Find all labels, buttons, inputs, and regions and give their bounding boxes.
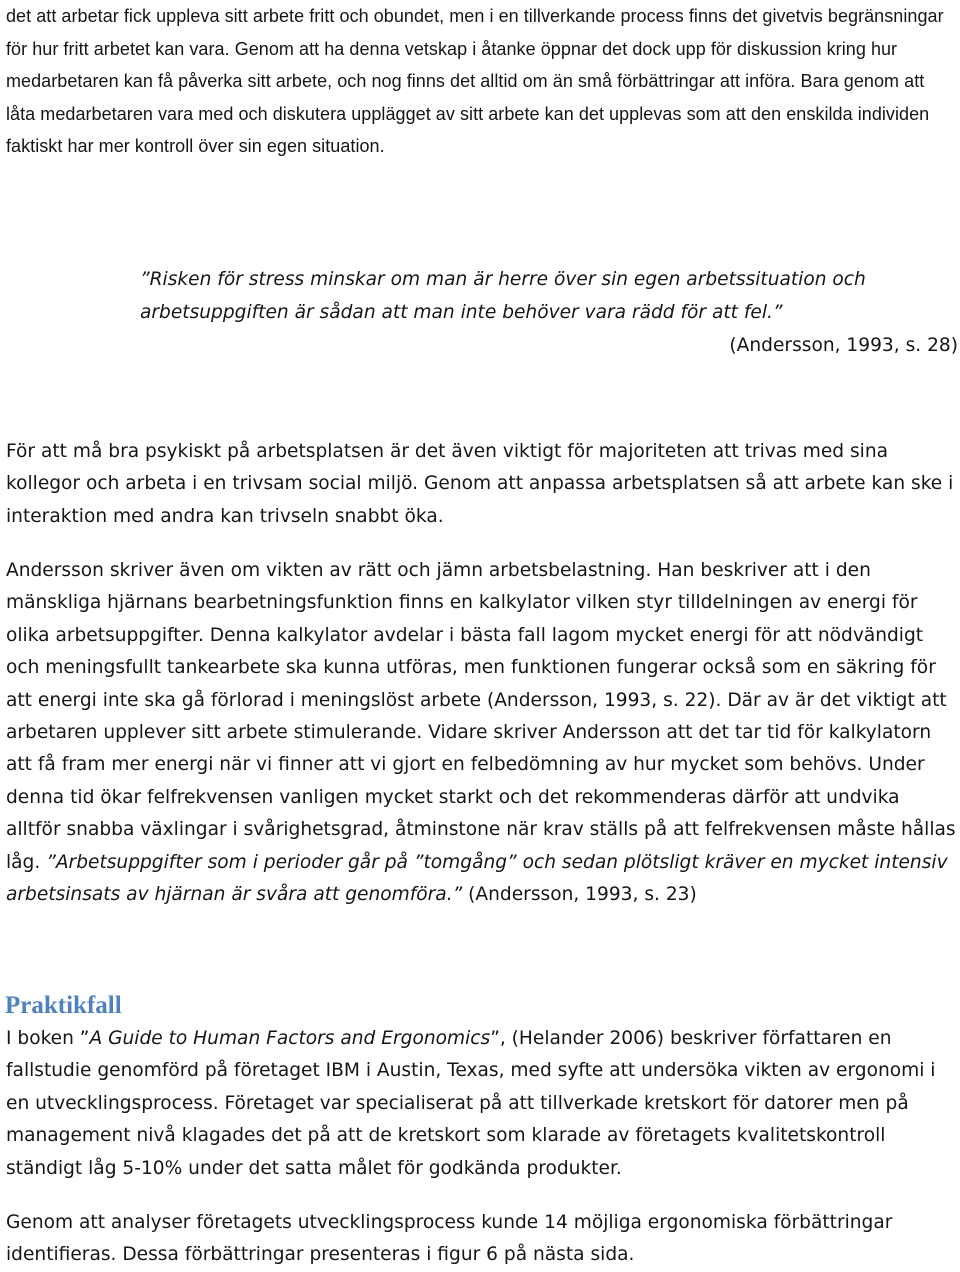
paragraph-workload	[6, 555, 958, 911]
paragraph-improvements: Genom att analyser företagets utvecklingsprocess kunde 14 möjliga ergonomiska förbättringar identifieras. Dessa förbättringar presenteras i figur 6 på nästa sida.	[6, 1212, 893, 1266]
block-quote-stress: ”Risken för stress minskar om man är herre över sin egen arbetssituation och arbetsuppgiften är sådan att man inte behöver vara rädd för att fel.”	[140, 269, 866, 323]
block-quote-citation: (Andersson, 1993, s. 28)	[729, 335, 958, 356]
workload-text: Andersson skriver även om vikten av rätt och jämn arbetsbelastning. Han beskriver att i den mänskliga hjärnans bearbetningsfunktion finns en kalkylator vilken styr tilldelningen av energi för olika arbetsuppgifter. Denna kalkylator avdelar i bästa fall lagom mycket energi för att nödvändigt och meningsfullt tankearbete ska kunna utföras, men funktionen fungerar också som en säkring för att energi inte ska gå förlorad i meningslöst arbete (Andersson, 1993, s. 22). Där av är det viktigt att arbetaren upplever sitt arbete stimulerande. Vidare skriver Andersson att det tar tid för kalkylatorn att få fram mer energi när vi finner att vi gjort en felbedömning av hur mycket som behövs. Under denna tid ökar felfrekvensen vanligen mycket starkt och det rekommenderas därför att undvika alltför snabba växlingar i svårighetsgrad, åtminstone när krav ställs på att felfrekvensen måste hållas låg.	[6, 560, 956, 873]
workload-citation: (Andersson, 1993, s. 23)	[468, 884, 697, 906]
section-heading-praktikfall: Praktikfall	[5, 992, 122, 1019]
workload-quote: ”Arbetsuppgifter som i perioder går på ”tomgång” och sedan plötsligt kräver en mycket intensiv arbetsinsats av hjärnan är svåra att genomföra.”	[6, 851, 948, 906]
paragraph-social-environment: För att må bra psykiskt på arbetsplatsen är det även viktigt för majoriteten att trivas med sina kollegor och arbeta i en trivsam social miljö. Genom att anpassa arbetsplatsen så att arbete kan ske i interaktion med andra kan trivseln snabbt öka.	[6, 441, 954, 527]
book-title: A Guide to Human Factors and Ergonomics	[89, 1028, 491, 1049]
case-study-text: ”, (Helander 2006) beskriver författaren en fallstudie genomförd på företaget IBM i Austin, Texas, med syfte att undersöka vikten av ergonomi i en utvecklingsprocess. Företaget var specialiserat på att tillverkade kretskort för datorer men på management nivå klagades det på att de kretskort som klarade av företagets kvalitetskontroll ständigt låg 5-10% under det satta målet för godkända produkter.	[6, 1028, 936, 1179]
case-study-intro: I boken ”	[6, 1028, 90, 1049]
paragraph-case-study	[6, 1023, 958, 1185]
paragraph-workplace-freedom: det att arbetar fick uppleva sitt arbete fritt och obundet, men i en tillverkande process finns det givetvis begränsningar för hur fritt arbetet kan vara. Genom att ha denna vetskap i åtanke öppnar det dock upp för diskussion kring hur medarbetaren kan få påverka sitt arbete, och nog finns det alltid om än små förbättringar att införa. Bara genom att låta medarbetaren vara med och diskutera upplägget av sitt arbete kan det upplevas som att den enskilda individen faktiskt har mer kontroll över sin egen situation.	[6, 6, 944, 157]
